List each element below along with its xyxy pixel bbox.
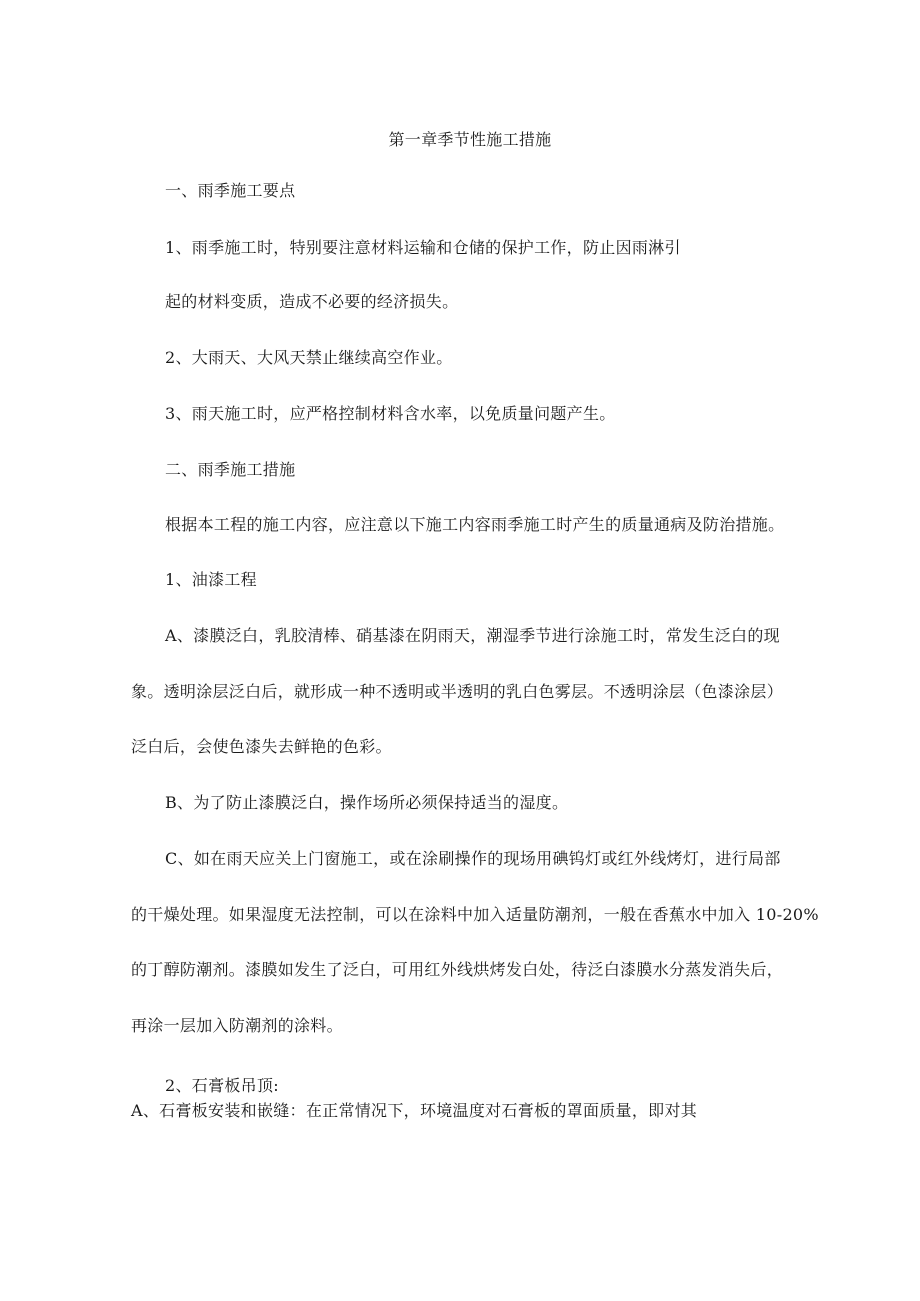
chapter-title: 第一章季节性施工措施 [388, 130, 552, 149]
paragraph-line: 2、大雨天、大风天禁止继续高空作业。 [165, 348, 453, 367]
subsection-heading-paint-works: 1、油漆工程 [165, 570, 257, 589]
paragraph-line: A、漆膜泛白，乳胶清棒、硝基漆在阴雨天，潮湿季节进行涂施工时，常发生泛白的现 [165, 626, 780, 645]
paragraph-line: 根据本工程的施工内容，应注意以下施工内容雨季施工时产生的质量通病及防治措施。 [165, 515, 785, 534]
paragraph-line: 的干燥处理。如果湿度无法控制，可以在涂料中加入适量防潮剂，一般在香蕉水中加入 10-20% [131, 905, 819, 924]
paragraph-line: 再涂一层加入防潮剂的涂料。 [131, 1016, 343, 1035]
paragraph-line: 的丁醇防潮剂。漆膜如发生了泛白，可用红外线烘烤发白处，待泛白漆膜水分蒸发消失后， [131, 960, 784, 979]
paragraph-line: 1、雨季施工时，特别要注意材料运输和仓储的保护工作，防止因雨淋引 [165, 238, 681, 257]
section-heading-rainy-season-measures: 二、雨季施工措施 [165, 460, 296, 479]
subsection-heading-gypsum-ceiling: 2、石膏板吊顶: [165, 1076, 279, 1095]
paragraph-line: 象。透明涂层泛白后，就形成一种不透明或半透明的乳白色雾层。不透明涂层（色漆涂层） [131, 682, 784, 701]
paragraph-line: A、石膏板安装和嵌缝：在正常情况下，环境温度对石膏板的罩面质量，即对其 [131, 1101, 698, 1120]
paragraph-line: 泛白后，会使色漆失去鲜艳的色彩。 [131, 737, 392, 756]
paragraph-line: B、为了防止漆膜泛白，操作场所必须保持适当的湿度。 [165, 793, 569, 812]
paragraph-line: 起的材料变质，造成不必要的经济损失。 [165, 292, 459, 311]
paragraph-line: C、如在雨天应关上门窗施工，或在涂刷操作的现场用碘钨灯或红外线烤灯，进行局部 [165, 849, 781, 868]
paragraph-line: 3、雨天施工时，应严格控制材料含水率，以免质量问题产生。 [165, 404, 616, 423]
section-heading-rainy-season-points: 一、雨季施工要点 [165, 181, 296, 200]
